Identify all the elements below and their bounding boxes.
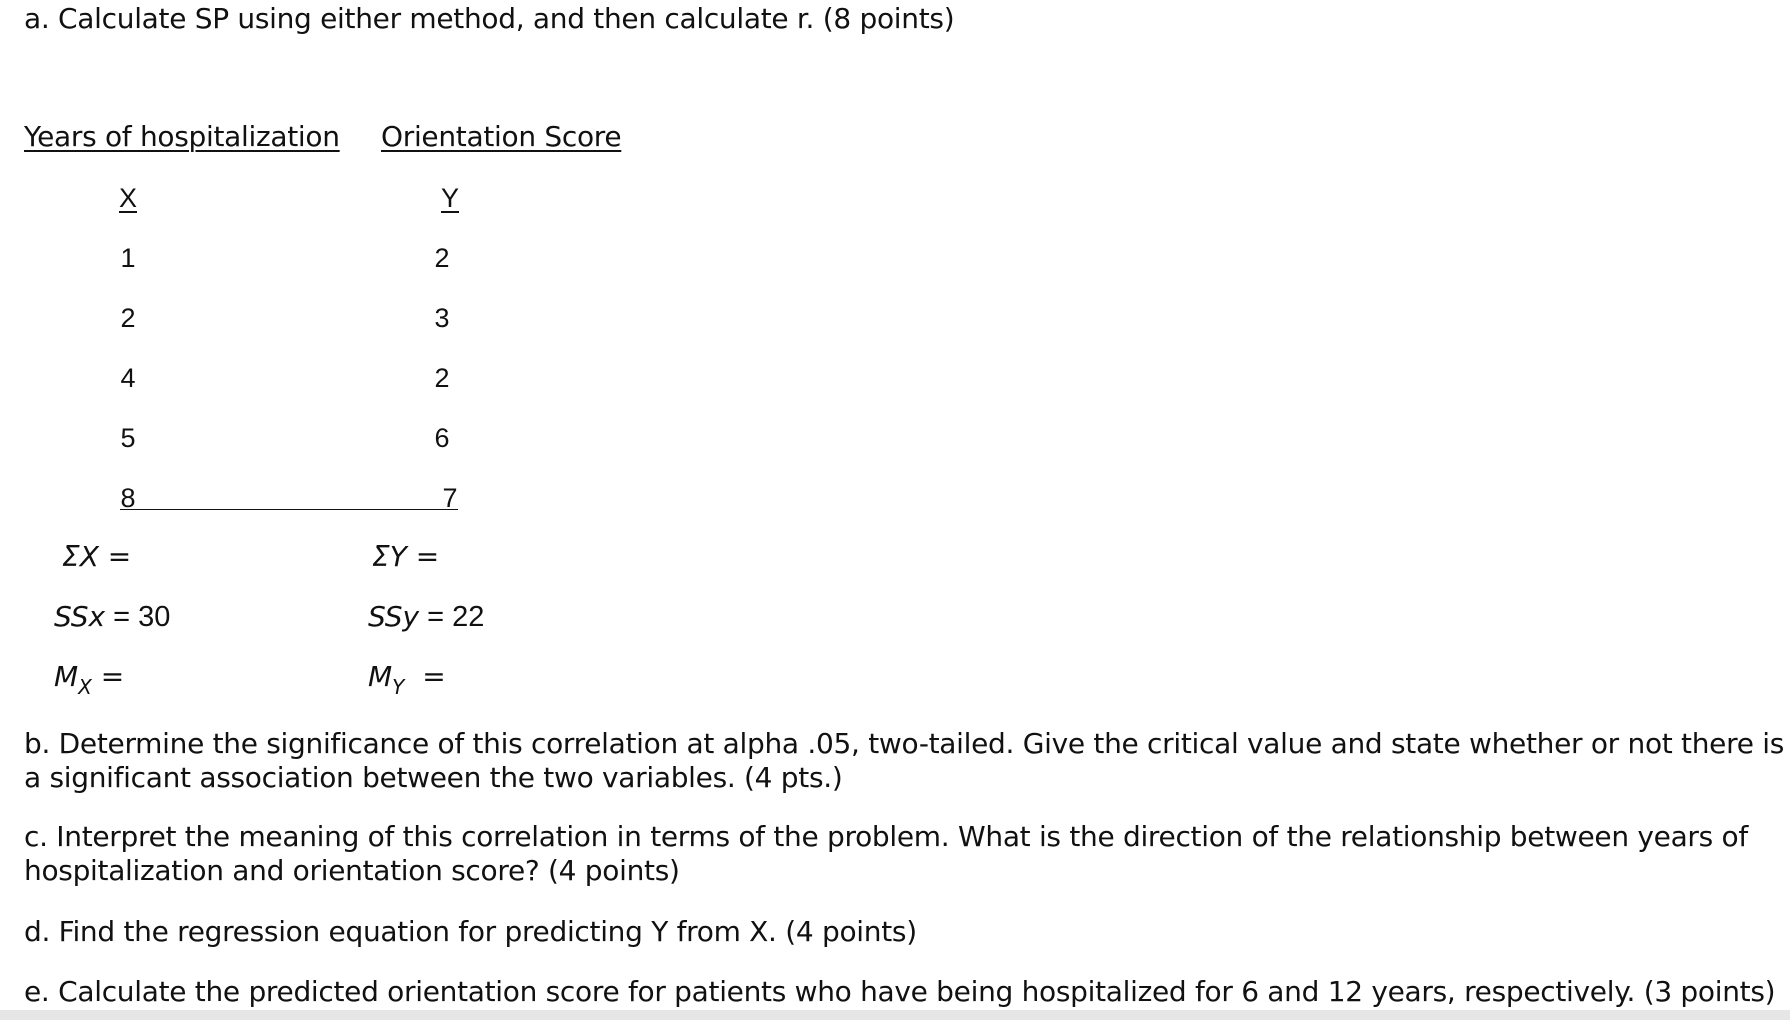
ss-y: SSy = 22 [368,600,485,633]
x-value: 8 [120,483,136,513]
part-d-question: d. Find the regression equation for predicting Y from X. (4 points) [24,915,917,948]
x-value: 4 [120,363,136,393]
sum-x: ΣX = [62,540,132,573]
x-value: 1 [120,243,136,273]
col-header-years: Years of hospitalization [24,120,340,153]
x-column-label: X [118,183,137,213]
y-column-label: Y [440,183,459,213]
x-value: 2 [120,303,136,333]
mean-y: $M_Y$ = [368,660,446,699]
sum-y: ΣY = [372,540,440,573]
part-e-question: e. Calculate the predicted orientation score for patients who have being hospitalized for 6 and 12 years, respectively. (3 points) [24,975,1776,1008]
y-value: 2 [434,363,450,393]
y-value: 2 [434,243,450,273]
y-value: 7 [442,483,458,513]
y-value: 6 [434,423,450,453]
part-c-question: c. Interpret the meaning of this correlation in terms of the problem. What is the direction of the relationship between years of hospitalization and orientation score? (4 points) [24,820,1748,887]
col-header-orientation: Orientation Score [381,120,622,153]
ss-x: SSx = 30 [54,600,171,633]
part-a-question: a. Calculate SP using either method, and then calculate r. (8 points) [24,2,955,35]
mean-x: $M_X$ = [54,660,125,699]
part-b-question: b. Determine the significance of this correlation at alpha .05, two-tailed. Give the critical value and state whether or not there is a significant association between the two variables. (4 pts.) [24,727,1784,794]
y-value: 3 [434,303,450,333]
x-value: 5 [120,423,136,453]
sum-rule-line [120,509,458,510]
bottom-strip [0,1010,1790,1020]
